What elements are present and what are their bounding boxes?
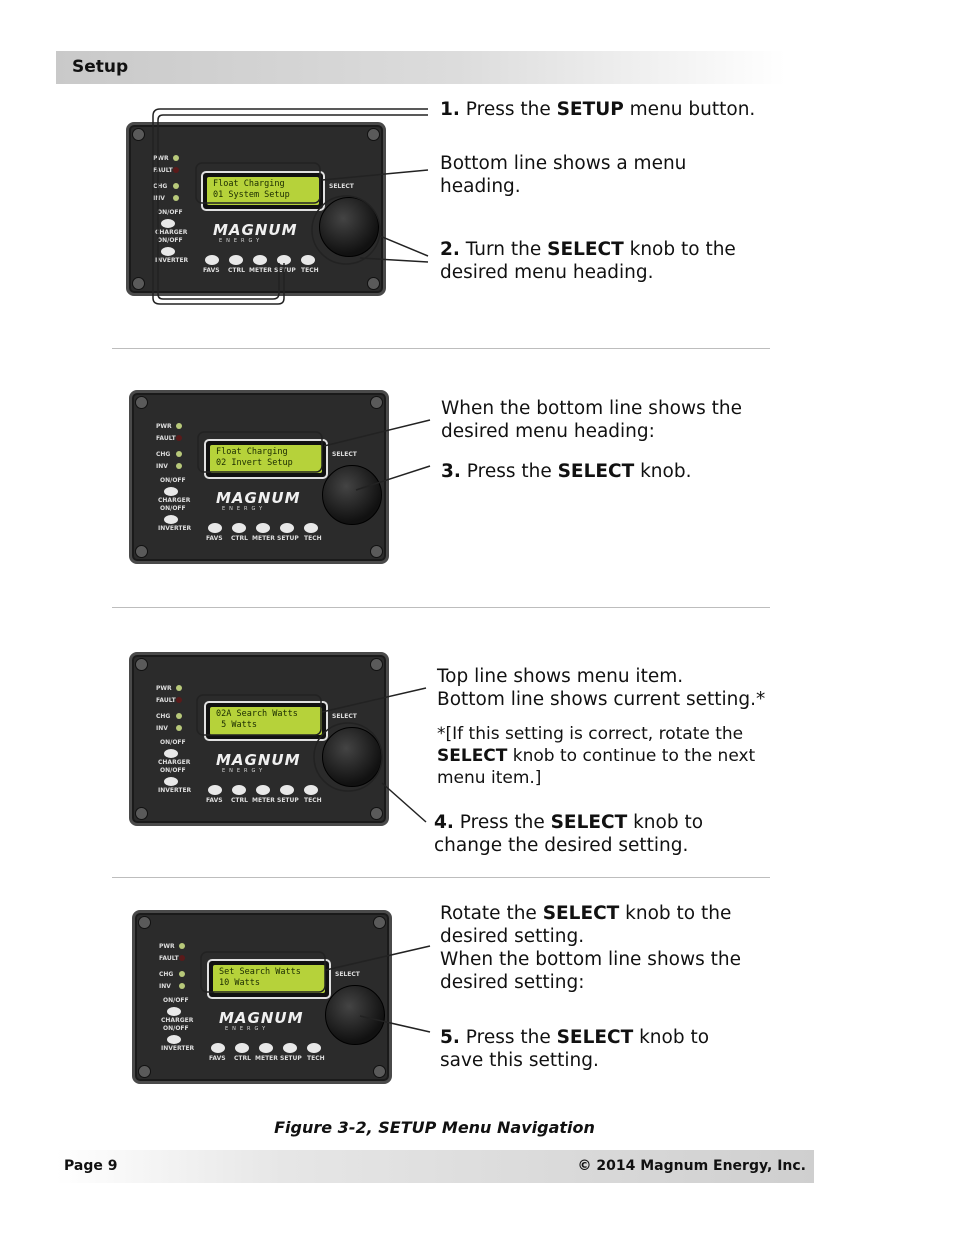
- setup-button[interactable]: [283, 1043, 297, 1053]
- screw-icon: [132, 128, 145, 141]
- text-emphasis: SELECT: [550, 812, 628, 833]
- step-5-note-1: [440, 902, 770, 948]
- inverter-onoff-label: ON/OFF: [157, 237, 183, 244]
- step-3-note-1: Top line shows menu item.: [437, 666, 684, 687]
- text-part: Press the: [459, 1027, 557, 1048]
- charger-button[interactable]: [164, 749, 178, 758]
- text-part: knob to the desired setting.: [440, 903, 732, 947]
- text-part: knob to change the desired setting.: [434, 812, 704, 856]
- chg-led: [179, 971, 185, 977]
- inverter-button[interactable]: [164, 515, 178, 524]
- charger-onoff-label: ON/OFF: [160, 477, 186, 484]
- tech-button[interactable]: [304, 523, 318, 533]
- inverter-label: INVERTER: [155, 257, 189, 264]
- ctrl-button[interactable]: [235, 1043, 249, 1053]
- inverter-label: INVERTER: [161, 1045, 195, 1052]
- remote-panel-1: [126, 122, 386, 296]
- inv-led: [173, 195, 179, 201]
- step-2-text: [440, 238, 770, 284]
- section-divider: [112, 348, 770, 349]
- inv-label: INV: [153, 195, 165, 202]
- fault-led: [173, 167, 179, 173]
- callout-line-knob: [380, 236, 428, 256]
- charger-button[interactable]: [161, 219, 175, 228]
- text-part: Turn the: [459, 239, 548, 260]
- step-1-note: Bottom line shows a menu heading.: [440, 153, 687, 197]
- inverter-button[interactable]: [167, 1035, 181, 1044]
- text-part: Rotate the: [440, 903, 543, 924]
- meter-label: METER: [252, 797, 275, 804]
- step-number: 2.: [440, 239, 460, 260]
- setup-label: SETUP: [274, 267, 296, 274]
- step-1-text: [440, 98, 780, 121]
- chg-label: CHG: [156, 451, 171, 458]
- select-knob[interactable]: [325, 985, 385, 1045]
- favs-label: FAVS: [206, 535, 223, 542]
- screw-icon: [367, 277, 380, 290]
- meter-button[interactable]: [259, 1043, 273, 1053]
- ctrl-button[interactable]: [232, 785, 246, 795]
- tech-button[interactable]: [301, 255, 315, 265]
- screw-icon: [367, 128, 380, 141]
- text-part: knob.: [634, 461, 692, 482]
- select-knob[interactable]: [322, 727, 382, 787]
- text-part: Press the: [459, 99, 557, 120]
- text-part: knob to the desired menu heading.: [440, 239, 736, 283]
- lcd-frame: [207, 959, 331, 999]
- setup-label: SETUP: [277, 797, 299, 804]
- pwr-led: [173, 155, 179, 161]
- inverter-label: INVERTER: [158, 525, 192, 532]
- lcd-display: [210, 707, 322, 735]
- select-knob[interactable]: [322, 465, 382, 525]
- setup-label: SETUP: [277, 535, 299, 542]
- screw-icon: [370, 545, 383, 558]
- favs-label: FAVS: [206, 797, 223, 804]
- text-part: knob to continue to the next menu item.]: [437, 746, 756, 788]
- magnum-logo: MAGNUM: [213, 221, 298, 239]
- tech-label: TECH: [307, 1055, 325, 1062]
- lcd-display: [207, 177, 319, 205]
- meter-button[interactable]: [256, 785, 270, 795]
- tech-button[interactable]: [307, 1043, 321, 1053]
- chg-led: [176, 713, 182, 719]
- inv-led: [176, 725, 182, 731]
- step-number: 4.: [434, 812, 454, 833]
- inverter-onoff-label: ON/OFF: [160, 767, 186, 774]
- pwr-label: PWR: [156, 423, 172, 430]
- lcd-line-1: Float Charging: [213, 179, 285, 189]
- step-4-text: [434, 811, 734, 857]
- favs-button[interactable]: [208, 523, 222, 533]
- lcd-line-1: Float Charging: [216, 447, 288, 457]
- charger-onoff-label: ON/OFF: [157, 209, 183, 216]
- magnum-logo: MAGNUM: [216, 751, 301, 769]
- lcd-line-1: Set Search Watts: [219, 967, 301, 977]
- select-label: SELECT: [329, 183, 354, 190]
- step-3-note-2: Bottom line shows current setting.*: [437, 689, 766, 710]
- remote-panel-4: [132, 910, 392, 1084]
- setup-label: SETUP: [280, 1055, 302, 1062]
- chg-label: CHG: [159, 971, 174, 978]
- section-title: Setup: [72, 57, 129, 77]
- charger-label: CHARGER: [161, 1017, 194, 1024]
- screw-icon: [135, 658, 148, 671]
- inv-label: INV: [156, 725, 168, 732]
- screw-icon: [135, 545, 148, 558]
- text-emphasis: SELECT: [542, 903, 620, 924]
- page-footer-bar: [56, 1150, 814, 1183]
- favs-button[interactable]: [208, 785, 222, 795]
- charger-button[interactable]: [167, 1007, 181, 1016]
- screw-icon: [373, 1065, 386, 1078]
- charger-onoff-label: ON/OFF: [163, 997, 189, 1004]
- text-part: knob to save this setting.: [440, 1027, 710, 1071]
- step-number: 5.: [440, 1027, 460, 1048]
- screw-icon: [135, 396, 148, 409]
- tech-button[interactable]: [304, 785, 318, 795]
- section-header-bar: [56, 51, 786, 84]
- chg-label: CHG: [153, 183, 168, 190]
- inv-led: [179, 983, 185, 989]
- fault-label: FAULT: [153, 167, 173, 174]
- ctrl-label: CTRL: [234, 1055, 251, 1062]
- screw-icon: [138, 1065, 151, 1078]
- meter-label: METER: [249, 267, 272, 274]
- screw-icon: [138, 916, 151, 929]
- lcd-display: [210, 445, 322, 473]
- lcd-frame: [204, 701, 328, 741]
- inv-label: INV: [159, 983, 171, 990]
- step-number: 3.: [441, 461, 461, 482]
- inverter-onoff-label: ON/OFF: [163, 1025, 189, 1032]
- copyright: © 2014 Magnum Energy, Inc.: [577, 1158, 806, 1174]
- step-5-note-2: When the bottom line shows the desired setting:: [440, 949, 741, 993]
- energy-logo-text: ENERGY: [219, 238, 264, 244]
- screw-icon: [132, 277, 145, 290]
- step-3-footnote: [437, 723, 757, 789]
- pwr-led: [179, 943, 185, 949]
- lcd-frame: [201, 171, 325, 211]
- inverter-button[interactable]: [164, 777, 178, 786]
- ctrl-button[interactable]: [232, 523, 246, 533]
- favs-button[interactable]: [211, 1043, 225, 1053]
- ctrl-label: CTRL: [231, 797, 248, 804]
- magnum-logo: MAGNUM: [219, 1009, 304, 1027]
- lcd-display: [213, 965, 325, 993]
- text-part: Press the: [453, 812, 551, 833]
- setup-button[interactable]: [277, 255, 291, 265]
- fault-led: [176, 697, 182, 703]
- text-emphasis: SELECT: [556, 1027, 634, 1048]
- lcd-line-1: 02A Search Watts: [216, 709, 298, 719]
- select-knob[interactable]: [319, 197, 379, 257]
- section-divider: [112, 877, 770, 878]
- select-label: SELECT: [335, 971, 360, 978]
- pwr-led: [176, 423, 182, 429]
- magnum-logo: MAGNUM: [216, 489, 301, 507]
- text-emphasis: SELECT: [437, 746, 508, 766]
- text-emphasis: SETUP: [556, 99, 624, 120]
- charger-label: CHARGER: [158, 497, 191, 504]
- fault-led: [176, 435, 182, 441]
- lcd-line-2: 01 System Setup: [213, 190, 290, 200]
- chg-led: [176, 451, 182, 457]
- inverter-onoff-label: ON/OFF: [160, 505, 186, 512]
- fault-label: FAULT: [159, 955, 179, 962]
- screw-icon: [370, 658, 383, 671]
- ctrl-label: CTRL: [231, 535, 248, 542]
- tech-label: TECH: [304, 535, 322, 542]
- pwr-label: PWR: [153, 155, 169, 162]
- select-label: SELECT: [332, 713, 357, 720]
- energy-logo-text: ENERGY: [222, 768, 267, 774]
- screw-icon: [373, 916, 386, 929]
- step-3-text: [441, 460, 771, 483]
- inverter-label: INVERTER: [158, 787, 192, 794]
- meter-button[interactable]: [256, 523, 270, 533]
- setup-button[interactable]: [280, 785, 294, 795]
- setup-button[interactable]: [280, 523, 294, 533]
- ctrl-button[interactable]: [229, 255, 243, 265]
- chg-led: [173, 183, 179, 189]
- text-emphasis: SELECT: [547, 239, 624, 260]
- favs-label: FAVS: [209, 1055, 226, 1062]
- text-part: Press the: [460, 461, 558, 482]
- pwr-led: [176, 685, 182, 691]
- meter-button[interactable]: [253, 255, 267, 265]
- pwr-label: PWR: [159, 943, 175, 950]
- figure-caption: Figure 3-2, SETUP Menu Navigation: [274, 1118, 595, 1137]
- screw-icon: [135, 807, 148, 820]
- energy-logo-text: ENERGY: [225, 1026, 270, 1032]
- charger-button[interactable]: [164, 487, 178, 496]
- favs-label: FAVS: [203, 267, 220, 274]
- page-number: Page 9: [64, 1158, 118, 1174]
- screw-icon: [370, 807, 383, 820]
- chg-label: CHG: [156, 713, 171, 720]
- inv-led: [176, 463, 182, 469]
- screw-icon: [370, 396, 383, 409]
- lcd-line-2: 02 Invert Setup: [216, 458, 293, 468]
- remote-panel-2: [129, 390, 389, 564]
- charger-label: CHARGER: [158, 759, 191, 766]
- ctrl-label: CTRL: [228, 267, 245, 274]
- lcd-line-2: 5 Watts: [216, 720, 257, 730]
- remote-panel-3: [129, 652, 389, 826]
- text-part: *[If this setting is correct, rotate the: [437, 724, 744, 744]
- fault-led: [179, 955, 185, 961]
- select-label: SELECT: [332, 451, 357, 458]
- fault-label: FAULT: [156, 435, 176, 442]
- tech-label: TECH: [304, 797, 322, 804]
- step-2-note: When the bottom line shows the desired menu heading:: [441, 398, 742, 442]
- text-part: menu button.: [623, 99, 756, 120]
- energy-logo-text: ENERGY: [222, 506, 267, 512]
- lcd-frame: [204, 439, 328, 479]
- section-divider: [112, 607, 770, 608]
- text-emphasis: SELECT: [557, 461, 635, 482]
- meter-label: METER: [252, 535, 275, 542]
- lcd-line-2: 10 Watts: [219, 978, 260, 988]
- fault-label: FAULT: [156, 697, 176, 704]
- charger-onoff-label: ON/OFF: [160, 739, 186, 746]
- step-number: 1.: [440, 99, 460, 120]
- inverter-button[interactable]: [161, 247, 175, 256]
- tech-label: TECH: [301, 267, 319, 274]
- charger-label: CHARGER: [155, 229, 188, 236]
- step-5-text: [440, 1026, 740, 1072]
- inv-label: INV: [156, 463, 168, 470]
- meter-label: METER: [255, 1055, 278, 1062]
- pwr-label: PWR: [156, 685, 172, 692]
- favs-button[interactable]: [205, 255, 219, 265]
